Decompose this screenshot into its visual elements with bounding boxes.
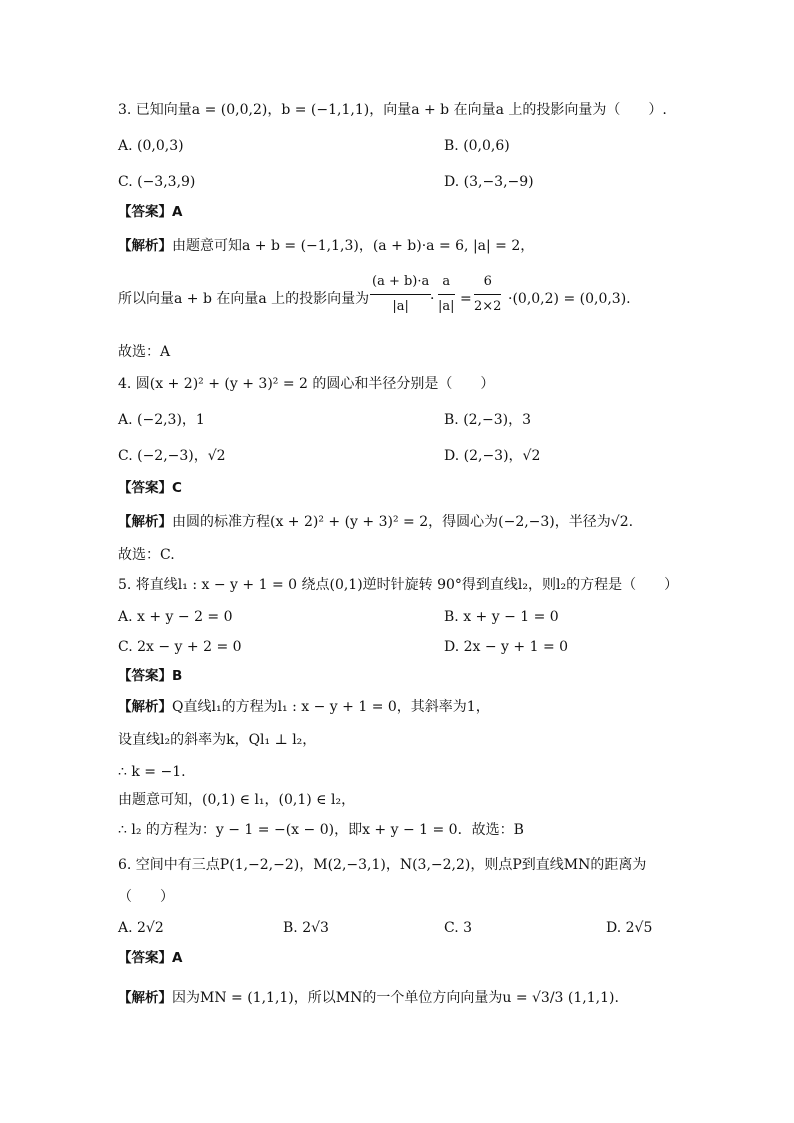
equals-sign: =: [460, 291, 472, 307]
analysis-tag: 【解析】: [118, 990, 172, 1006]
analysis-text: ·(0,0,2) = (0,0,3).: [508, 291, 631, 307]
q6-option-a: A. 2√2: [118, 920, 164, 936]
q5-stem: 5. 将直线l₁ : x − y + 1 = 0 绕点(0,1)逆时针旋转 90°得到直线l₂，则l₂的方程是（ ）: [118, 577, 679, 593]
analysis-tag: 【解析】: [118, 238, 172, 254]
q4-analysis-1: [118, 512, 633, 532]
fraction-numerator: a: [442, 274, 451, 289]
answer-tag: 【答案】: [118, 204, 172, 220]
answer-tag: 【答案】: [118, 668, 172, 684]
fraction-numerator: 6: [483, 274, 492, 289]
q3-stem: 3. 已知向量a = (0,0,2)，b = (−1,1,1)，向量a + b 在向量a 上的投影向量为（ ）.: [118, 102, 667, 118]
answer-value: A: [172, 950, 183, 966]
answer-value: C: [172, 480, 182, 496]
q5-option-b: B. x + y − 1 = 0: [444, 609, 559, 625]
q4-option-d: D. (2,−3)，√2: [444, 448, 541, 464]
q5-analysis-3: ∴ k = −1.: [118, 764, 186, 780]
answer-value: B: [172, 668, 183, 684]
answer-tag: 【答案】: [118, 950, 172, 966]
analysis-tag: 【解析】: [118, 514, 172, 530]
analysis-tag: 【解析】: [118, 699, 172, 715]
q5-answer: [118, 666, 182, 686]
q4-option-b: B. (2,−3)，3: [444, 412, 532, 428]
q6-answer: [118, 948, 182, 968]
analysis-text: 因为MN = (1,1,1)，所以MN的一个单位方向向量为u = √3/3 (1,1,1).: [172, 990, 619, 1006]
q4-option-c: C. (−2,−3)，√2: [118, 448, 226, 464]
fraction-1: [370, 272, 431, 317]
analysis-text: Q直线l₁的方程为l₁ : x − y + 1 = 0，其斜率为1，: [172, 699, 490, 715]
q5-analysis-1: [118, 697, 490, 717]
analysis-text: 由题意可知a + b = (−1,1,3)，(a + b)·a = 6, |a| = 2，: [172, 238, 535, 254]
q6-stem-line-1: 6. 空间中有三点P(1,−2,−2)，M(2,−3,1)，N(3,−2,2)，则点P到直线MN的距离为: [118, 857, 647, 873]
analysis-text: 由圆的标准方程(x + 2)² + (y + 3)² = 2，得圆心为(−2,−3)，半径为√2.: [172, 514, 634, 530]
q6-stem-line-2: （ ）: [118, 889, 174, 905]
answer-tag: 【答案】: [118, 480, 172, 496]
q4-option-a: A. (−2,3)，1: [118, 412, 205, 428]
q5-analysis-2: 设直线l₂的斜率为k，Ql₁ ⊥ l₂，: [118, 732, 317, 748]
q4-conclusion: 故选：C.: [118, 547, 175, 563]
q6-analysis-1: [118, 988, 619, 1008]
q6-option-d: D. 2√5: [606, 920, 653, 936]
q3-option-a: A. (0,0,3): [118, 138, 184, 154]
q3-answer: [118, 202, 182, 222]
q3-option-c: C. (−3,3,9): [118, 174, 196, 190]
fraction-denominator: 2×2: [474, 299, 502, 314]
q5-analysis-4: 由题意可知，(0,1) ∈ l₁，(0,1) ∈ l₂，: [118, 792, 356, 808]
q6-option-b: B. 2√3: [283, 920, 329, 936]
analysis-text: 所以向量a + b 在向量a 上的投影向量为: [118, 291, 370, 307]
q5-option-d: D. 2x − y + 1 = 0: [444, 639, 569, 655]
q3-option-d: D. (3,−3,−9): [444, 174, 534, 190]
answer-value: A: [172, 204, 183, 220]
fraction-numerator: (a + b)·a: [372, 274, 430, 289]
dot-operator: ·: [430, 291, 435, 307]
q3-option-b: B. (0,0,6): [444, 138, 510, 154]
q5-analysis-5: ∴ l₂ 的方程为：y − 1 = −(x − 0)，即x + y − 1 = 0．故选：B: [118, 822, 524, 838]
q3-analysis-1: [118, 236, 534, 256]
fraction-denominator: |a|: [392, 299, 409, 314]
q4-stem: 4. 圆(x + 2)² + (y + 3)² = 2 的圆心和半径分别是（ ）: [118, 376, 495, 392]
q6-option-c: C. 3: [444, 920, 473, 936]
fraction-denominator: |a|: [438, 299, 455, 314]
fraction-3: [474, 272, 501, 317]
fraction-2: [438, 272, 455, 317]
q4-answer: [118, 478, 182, 498]
q3-conclusion: 故选：A: [118, 344, 171, 360]
q5-option-a: A. x + y − 2 = 0: [118, 609, 233, 625]
q5-option-c: C. 2x − y + 2 = 0: [118, 639, 242, 655]
